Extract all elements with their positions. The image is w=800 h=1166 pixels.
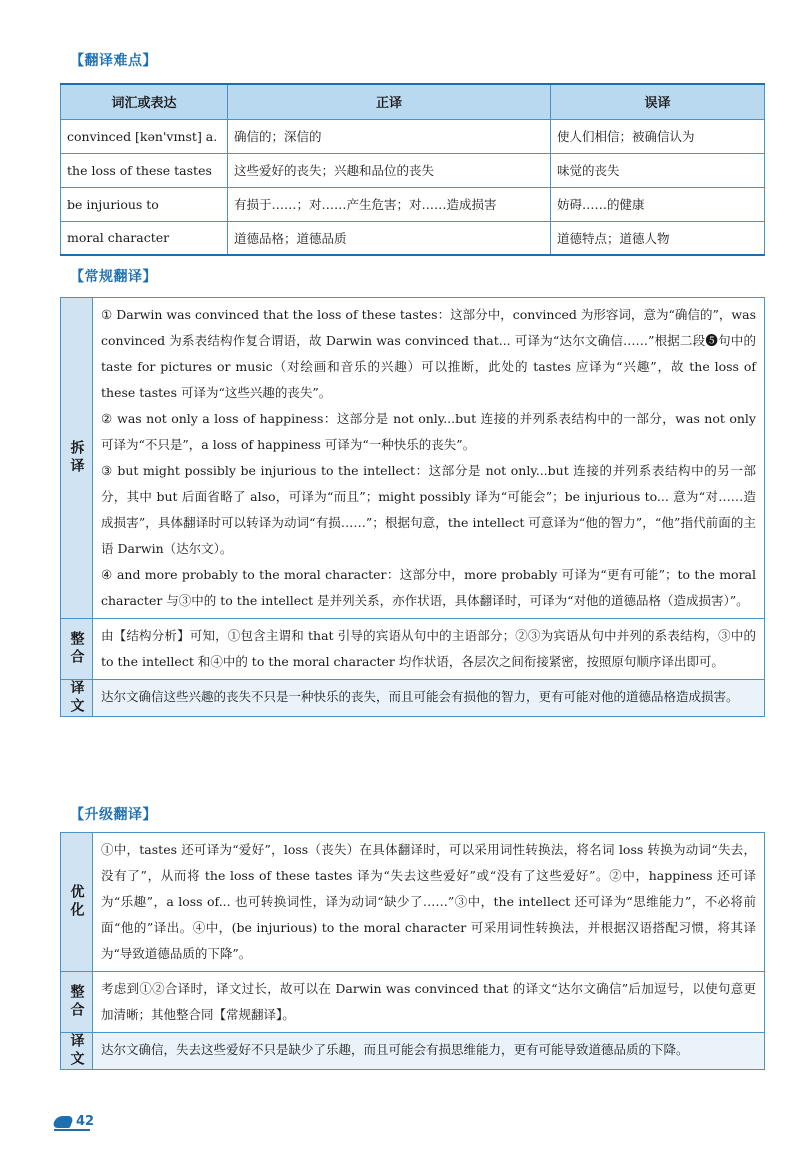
table-cell-correct: 这些爱好的丧失；兴趣和品位的丧失 (228, 153, 551, 187)
translation-content: 达尔文确信这些兴趣的丧失不只是一种快乐的丧失，而且可能会有损他的智力，更有可能对他的道德品格造成损害。 (101, 689, 739, 704)
section-title-regular: 【常规翻译】 (70, 269, 157, 285)
merge-label: 整合 (61, 619, 93, 679)
table-row (61, 221, 765, 255)
column-header-expression: 词汇或表达 (61, 84, 228, 119)
optimize-row (61, 833, 764, 971)
advanced-translation-block (60, 832, 765, 1070)
table-row (61, 187, 765, 221)
merge-content: 由【结构分析】可知，①包含主谓和 that 引导的宾语从句中的主语部分；②③为宾语从句中并列的系表结构，③中的 to the intellect 和④中的 to the moral character 均作状语，各层次之间衔接紧密，按照原句顺序译出即可。 (101, 628, 756, 669)
table-cell-expression: the loss of these tastes (61, 153, 228, 187)
optimize-content: ①中，tastes 还可译为“爱好”，loss（丧失）在具体翻译时，可以采用词性转换法，将名词 loss 转换为动词“失去，没有了”，从而将 the loss of these tastes 译为“失去这些爱好”或“没有了这些爱好”。②中，happiness 还可译为“乐趣”，a loss of... 也可转换词性，译为动词“缺少了……”③中，the intellect 还可译为“思维能力”，不必将前面“他的”译出。④中，(be injurious) to the moral character 可采用词性转换法，并根据汉语搭配习惯，将其译为“导致道德品质的下降”。 (101, 842, 756, 961)
table-cell-expression: moral character (61, 221, 228, 255)
split-paragraph-4: ④ and more probably to the moral character：这部分中，more probably 可译为“更有可能”；to the moral character 与③中的 to the intellect 是并列关系，亦作状语，具体翻译时，可译为“对他的道德品格（造成损害）”。 (101, 567, 756, 608)
table-cell-correct: 道德品格；道德品质 (228, 221, 551, 255)
table-row (61, 153, 765, 187)
table-cell-correct: 确信的；深信的 (228, 119, 551, 153)
table-cell-expression: convinced [kən'vɪnst] a. (61, 119, 228, 153)
translation-label: 译文 (61, 1033, 93, 1069)
split-label: 拆译 (61, 298, 93, 618)
column-header-wrong: 误译 (551, 84, 765, 119)
table-row (61, 119, 765, 153)
page-number-underline (54, 1129, 90, 1131)
merge-label: 整合 (61, 972, 93, 1032)
translation-row (61, 679, 764, 716)
optimize-label: 优化 (61, 833, 93, 971)
table-cell-expression: be injurious to (61, 187, 228, 221)
translation-row (61, 1032, 764, 1069)
merge-row (61, 971, 764, 1032)
split-paragraph-2: ② was not only a loss of happiness：这部分是 not only...but 连接的并列系表结构中的一部分，was not only 可译为“不只是”，a loss of happiness 可译为“一种快乐的丧失”。 (101, 411, 756, 452)
page-footer (54, 1114, 94, 1129)
table-cell-wrong: 味觉的丧失 (551, 153, 765, 187)
table-cell-wrong: 妨碍……的健康 (551, 187, 765, 221)
vocabulary-table (60, 83, 765, 256)
regular-translation-block (60, 297, 765, 717)
table-cell-correct: 有损于……；对……产生危害；对……造成损害 (228, 187, 551, 221)
split-paragraph-3: ③ but might possibly be injurious to the intellect：这部分是 not only...but 连接的并列系表结构中的另一部分，其中 but 后面省略了 also，可译为“而且”；might possibly 译为“可能会”；be injurious to... 意为“对……造成损害”，具体翻译时可以转译为动词“有损……”；根据句意，the intellect 可意译为“他的智力”，“他”指代前面的主语 Darwin（达尔文）。 (101, 463, 756, 556)
split-content (93, 298, 764, 618)
merge-row (61, 618, 764, 679)
translation-content: 达尔文确信，失去这些爱好不只是缺少了乐趣，而且可能会有损思维能力，更有可能导致道德品质的下降。 (101, 1042, 689, 1057)
table-cell-wrong: 道德特点；道德人物 (551, 221, 765, 255)
column-header-correct: 正译 (228, 84, 551, 119)
split-row (61, 298, 764, 618)
section-title-difficult: 【翻译难点】 (70, 53, 157, 69)
table-cell-wrong: 使人们相信；被确信认为 (551, 119, 765, 153)
section-title-advanced: 【升级翻译】 (70, 807, 157, 823)
merge-content: 考虑到①②合译时，译文过长，故可以在 Darwin was convinced that 的译文“达尔文确信”后加逗号，以使句意更加清晰；其他整合同【常规翻译】。 (101, 981, 756, 1022)
book-icon (52, 1116, 74, 1128)
table-header-row (61, 84, 765, 119)
translation-label: 译文 (61, 680, 93, 716)
split-paragraph-1: ① Darwin was convinced that the loss of these tastes：这部分中，convinced 为形容词，意为“确信的”，was convinced 为系表结构作复合谓语，故 Darwin was convinced that... 可译为“达尔文确信……”根据二段❺句中的 taste for pictures or music（对绘画和音乐的兴趣）可以推断，此处的 tastes 应译为“兴趣”，故 the loss of these tastes 可译为“这些兴趣的丧失”。 (101, 307, 756, 400)
page-number: 42 (76, 1114, 95, 1129)
